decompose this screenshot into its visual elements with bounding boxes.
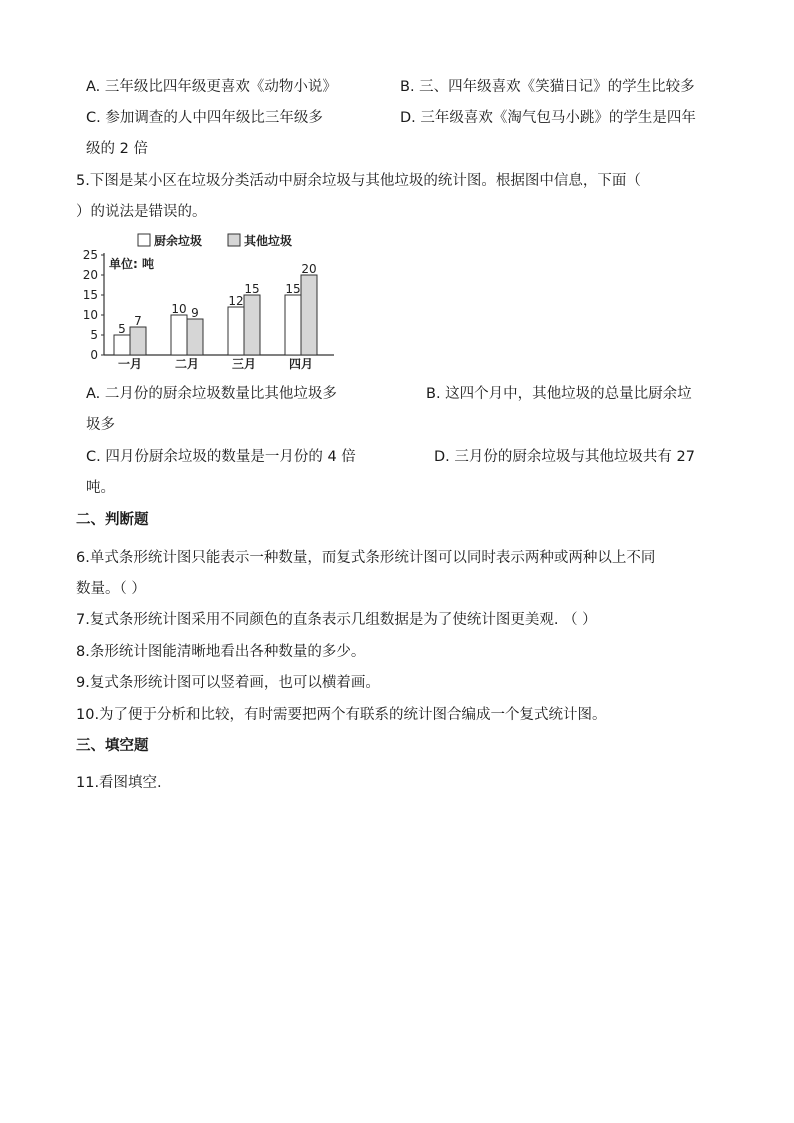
bar-value-label: 15 (244, 282, 260, 296)
legend-swatch (228, 234, 240, 246)
q9-text: 9.复式条形统计图可以竖着画，也可以横着画。 (76, 675, 380, 691)
q8-text: 8.条形统计图能清晰地看出各种数量的多少。 (76, 644, 366, 660)
bar (301, 275, 317, 355)
q5-stem-cont: ）的说法是错误的。 (76, 204, 207, 220)
bar-value-label: 20 (301, 262, 317, 276)
bar (171, 315, 187, 355)
x-category-label: 二月 (174, 357, 200, 370)
y-tick-label: 25 (82, 248, 98, 262)
q5-option-d-cont: 吨。 (86, 480, 115, 496)
q5-option-a: A. 二月份的厨余垃圾数量比其他垃圾多 (86, 386, 337, 402)
q6-text: 6.单式条形统计图只能表示一种数量，而复式条形统计图可以同时表示两种或两种以上不同 (76, 550, 656, 566)
section2-title: 二、判断题 (76, 512, 149, 528)
q4-option-b: B. 三、四年级喜欢《笑猫日记》的学生比较多 (400, 79, 695, 95)
q4-option-c: C. 参加调查的人中四年级比三年级多 (86, 110, 323, 126)
bar (187, 319, 203, 355)
bar (130, 327, 146, 355)
q7-text: 7.复式条形统计图采用不同颜色的直条表示几组数据是为了使统计图更美观. （ ） (76, 612, 597, 628)
q4-option-a: A. 三年级比四年级更喜欢《动物小说》 (86, 79, 337, 95)
y-tick-label: 20 (82, 268, 98, 282)
q5-option-b: B. 这四个月中，其他垃圾的总量比厨余垃 (426, 386, 692, 402)
q4-option-d-cont: 级的 2 倍 (86, 141, 148, 157)
bar (285, 295, 301, 355)
y-tick-label: 0 (90, 348, 98, 362)
section3-title: 三、填空题 (76, 738, 149, 754)
y-tick-label: 10 (82, 308, 98, 322)
q5-option-b-cont: 圾多 (86, 417, 115, 433)
q5-option-d: D. 三月份的厨余垃圾与其他垃圾共有 27 (434, 449, 695, 465)
garbage-bar-chart (76, 230, 336, 370)
bar-value-label: 5 (118, 322, 126, 336)
q6-text-cont: 数量。（ ） (76, 581, 146, 597)
chart-legend (138, 233, 292, 248)
q10-text: 10.为了便于分析和比较，有时需要把两个有联系的统计图合编成一个复式统计图。 (76, 707, 607, 723)
y-tick-label: 15 (82, 288, 98, 302)
q5-stem: 5.下图是某小区在垃圾分类活动中厨余垃圾与其他垃圾的统计图。根据图中信息，下面（ (76, 173, 641, 189)
legend-label: 厨余垃圾 (154, 234, 203, 248)
legend-swatch (138, 234, 150, 246)
bar (114, 335, 130, 355)
chart-unit-label: 单位: 吨 (109, 257, 154, 271)
x-category-label: 三月 (231, 357, 257, 370)
bar (244, 295, 260, 355)
legend-label: 其他垃圾 (244, 234, 293, 248)
bar (228, 307, 244, 355)
x-category-label: 四月 (288, 357, 314, 370)
q4-option-d: D. 三年级喜欢《淘气包马小跳》的学生是四年 (400, 110, 696, 126)
bar-value-label: 15 (285, 282, 301, 296)
bar-value-label: 9 (191, 306, 199, 320)
bar-value-label: 10 (171, 302, 187, 316)
q5-option-c: C. 四月份厨余垃圾的数量是一月份的 4 倍 (86, 449, 356, 465)
y-tick-label: 5 (90, 328, 98, 342)
bar-value-label: 12 (228, 294, 244, 308)
x-category-label: 一月 (117, 357, 143, 370)
q11-text: 11.看图填空. (76, 775, 162, 791)
bar-value-label: 7 (134, 314, 142, 328)
